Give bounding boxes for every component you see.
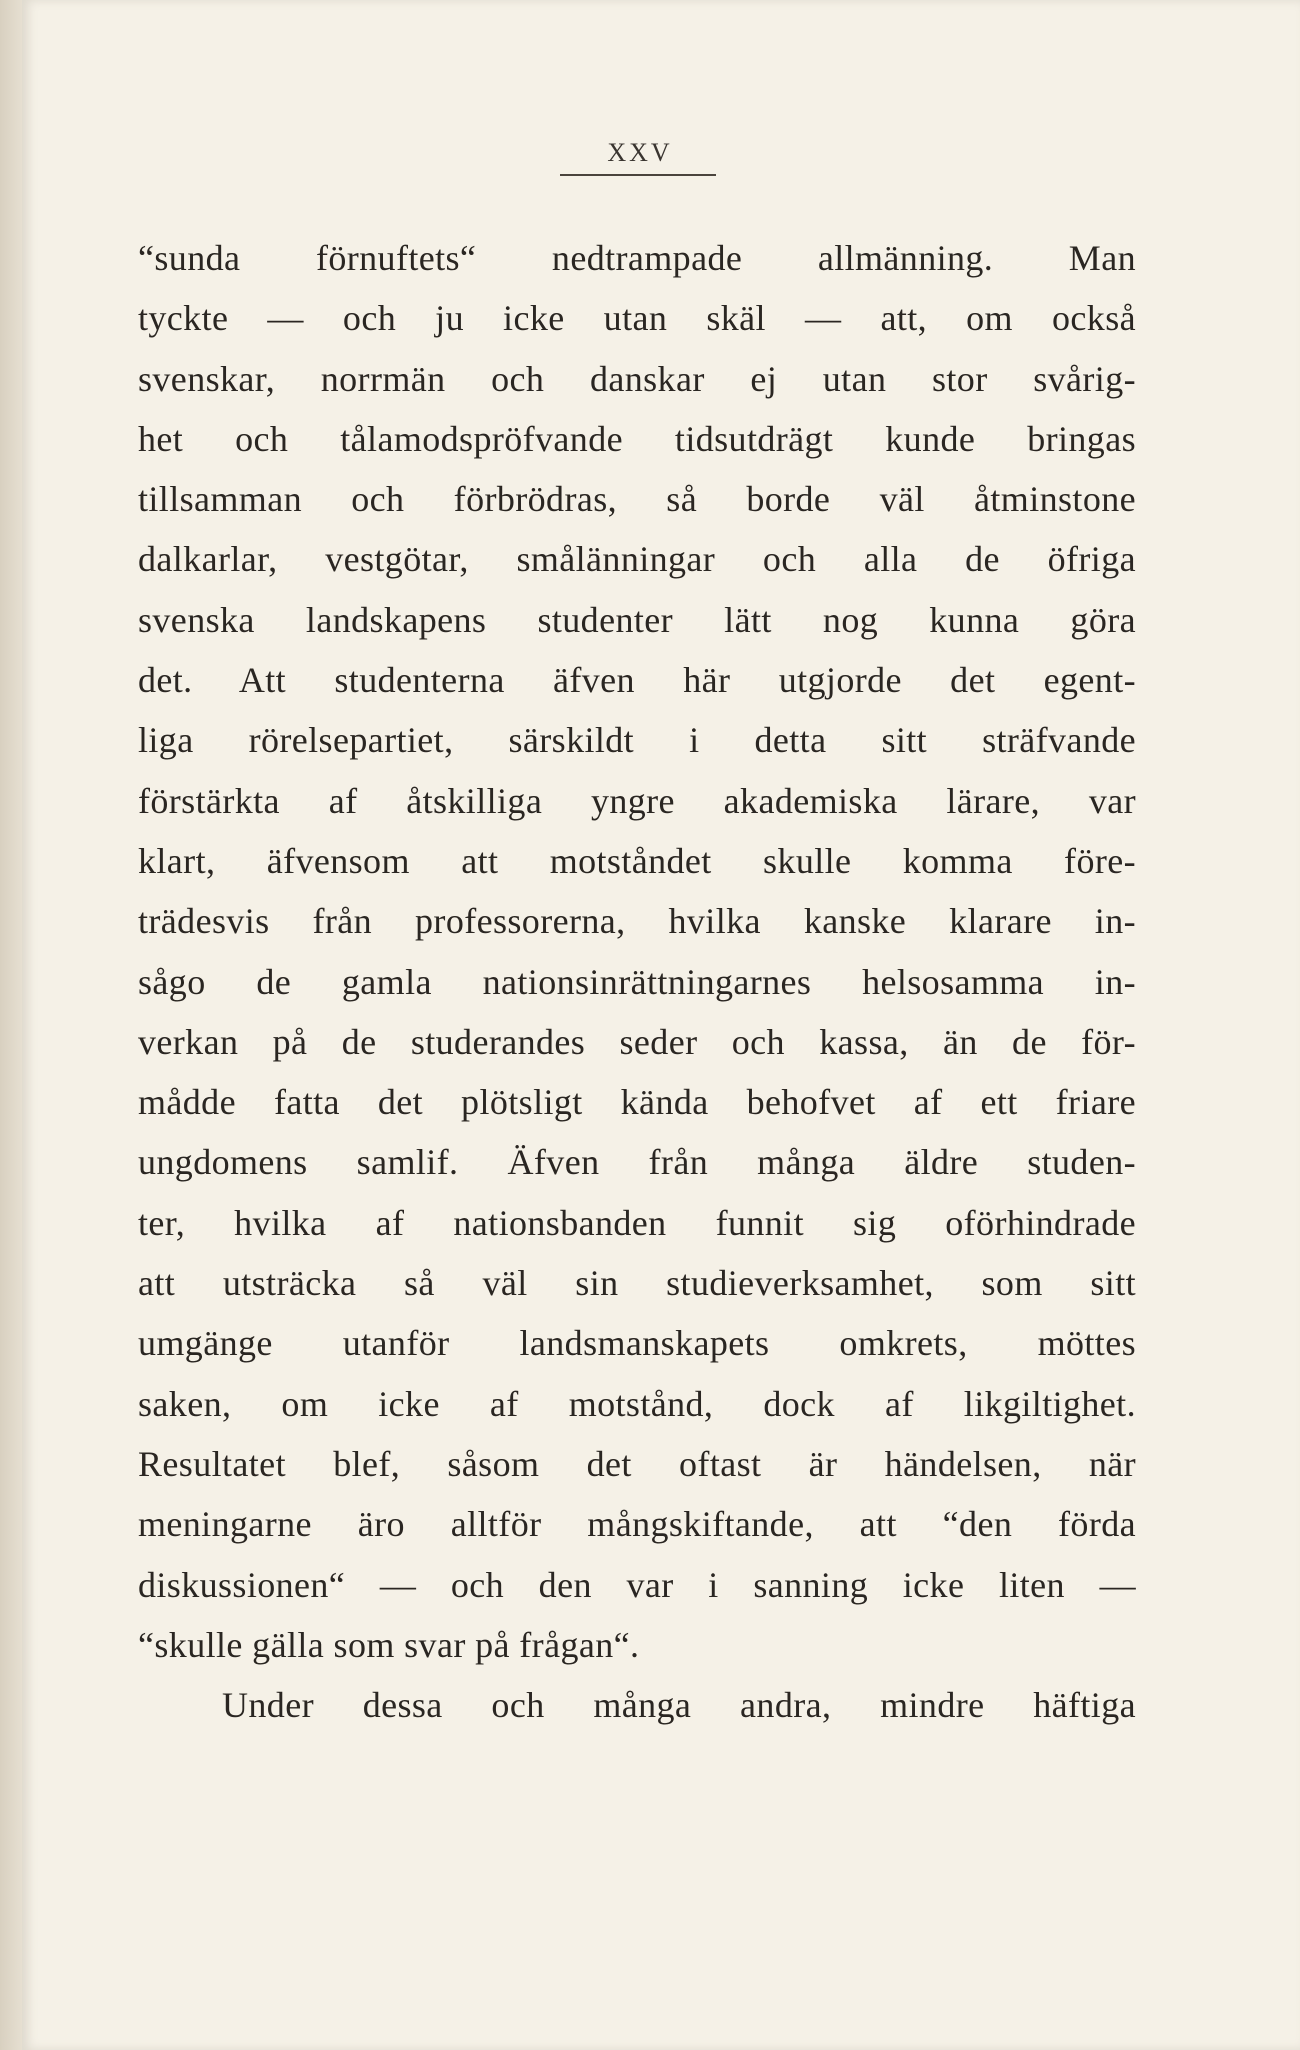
- paragraph-start-line: Under dessa och många andra, mindre häftiga: [222, 1685, 1136, 1726]
- text-line: mådde fatta det plötsligt kända behofvet af ett friare: [138, 1082, 1136, 1123]
- text-line: att utsträcka så väl sin studieverksamhet, som sitt: [138, 1263, 1136, 1304]
- text-line: tyckte — och ju icke utan skäl — att, om också: [138, 298, 1136, 339]
- text-line: det. Att studenterna äfven här utgjorde det egent-: [138, 660, 1136, 701]
- text-line: svenskar, norrmän och danskar ej utan stor svårig-: [138, 358, 1136, 399]
- text-line: klart, äfvensom att motståndet skulle komma före-: [138, 840, 1136, 881]
- text-line: umgänge utanför landsmanskapets omkrets, möttes: [138, 1323, 1136, 1364]
- heading-rule: [560, 174, 716, 176]
- text-line: het och tålamodspröfvande tidsutdrägt kunde bringas: [138, 418, 1136, 459]
- text-line: liga rörelsepartiet, särskildt i detta sitt sträfvande: [138, 720, 1136, 761]
- text-line: trädesvis från professorerna, hvilka kanske klarare in-: [138, 901, 1136, 942]
- body-text: [138, 228, 1136, 1735]
- text-line: saken, om icke af motstånd, dock af likgiltighet.: [138, 1383, 1136, 1424]
- text-line: ungdomens samlif. Äfven från många äldre studen-: [138, 1142, 1136, 1183]
- text-line: verkan på de studerandes seder och kassa, än de för-: [138, 1021, 1136, 1062]
- text-line: dalkarlar, vestgötar, smålänningar och alla de öfriga: [138, 539, 1136, 580]
- text-line: tillsamman och förbrödras, så borde väl åtminstone: [138, 479, 1136, 520]
- text-line: Resultatet blef, såsom det oftast är händelsen, när: [138, 1443, 1136, 1484]
- page-number-heading: XXV: [607, 138, 673, 167]
- text-line: “sunda förnuftets“ nedtrampade allmänning. Man: [138, 238, 1136, 278]
- text-line: ter, hvilka af nationsbanden funnit sig oförhindrade: [138, 1202, 1136, 1243]
- text-line: diskussionen“ — och den var i sanning icke liten —: [138, 1564, 1136, 1605]
- text-line: förstärkta af åtskilliga yngre akademiska lärare, var: [138, 780, 1136, 821]
- page-gutter: [0, 0, 22, 2050]
- text-line: meningarne äro alltför mångskiftande, att “den förda: [138, 1504, 1136, 1545]
- text-line: sågo de gamla nationsinrättningarnes helsosamma in-: [138, 961, 1136, 1002]
- text-line: svenska landskapens studenter lätt nog kunna göra: [138, 599, 1136, 640]
- paragraph-end-line: “skulle gälla som svar på frågan“.: [138, 1624, 640, 1665]
